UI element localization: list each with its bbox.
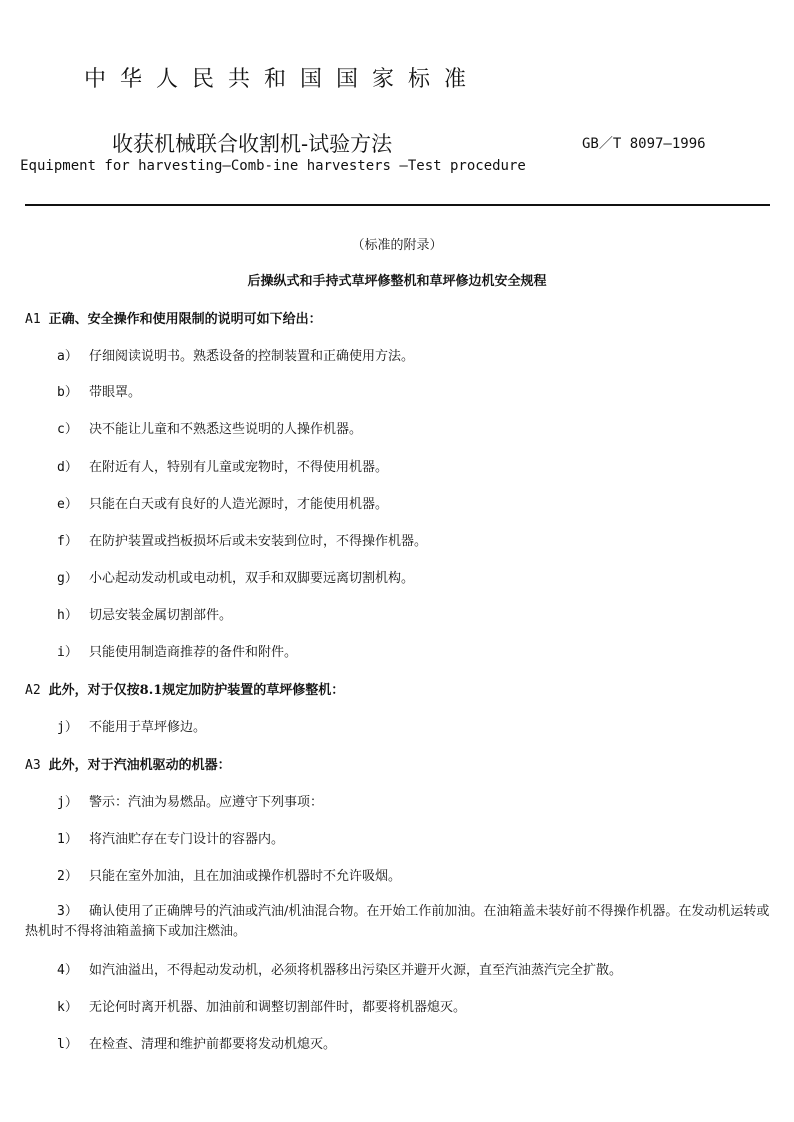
list-item: [57, 456, 388, 475]
item-marker: f）: [57, 534, 78, 549]
item-text: 无论何时离开机器、加油前和调整切割部件时，都要将机器熄灭。: [89, 1000, 467, 1015]
item-marker: g）: [57, 571, 78, 586]
item-text: 只能在室外加油，且在加油或操作机器时不允许吸烟。: [89, 869, 402, 884]
item-text: 只能在白天或有良好的人造光源时，才能使用机器。: [89, 497, 389, 512]
item-marker: 3）: [57, 904, 78, 919]
item-marker: c）: [57, 422, 78, 437]
item-text: 切忌安装金属切割部件。: [89, 608, 233, 623]
item-text: 不能用于草坪修边。: [89, 720, 207, 735]
list-item: [57, 716, 206, 735]
list-item: [57, 604, 232, 623]
item-text: 在附近有人，特别有儿童或宠物时，不得使用机器。: [89, 460, 389, 475]
item-text: 仔细阅读说明书。熟悉设备的控制装置和正确使用方法。: [89, 349, 415, 364]
list-item: [57, 959, 622, 978]
list-item: [57, 530, 427, 549]
item-marker: i）: [57, 645, 78, 660]
list-item: [57, 493, 388, 512]
item-text: 如汽油溢出，不得起动发动机，必须将机器移出污染区并避开火源，直至汽油蒸汽完全扩散。: [89, 963, 623, 978]
item-text: 警示：汽油为易燃品。应遵守下列事项：: [89, 795, 324, 810]
section-a3: [25, 754, 231, 773]
list-item: [57, 791, 323, 810]
item-text: 将汽油贮存在专门设计的容器内。: [89, 832, 285, 847]
section-number: A2: [25, 683, 41, 698]
item-text: 只能使用制造商推荐的备件和附件。: [89, 645, 298, 660]
list-item: [57, 828, 284, 847]
item-text: 带眼罩。: [89, 385, 142, 400]
item-text: 在防护装置或挡板损坏后或未安装到位时，不得操作机器。: [89, 534, 428, 549]
section-number: A3: [25, 758, 41, 773]
annex-title: 后操纵式和手持式草坪修整机和草坪修边机安全规程: [247, 274, 547, 289]
item-marker: a）: [57, 349, 78, 364]
item-marker: j）: [57, 720, 78, 735]
list-item: [57, 1033, 336, 1052]
section-number: A1: [25, 312, 41, 327]
issuing-organization: 中华人民共和国国家标准: [84, 67, 481, 92]
section-title: 正确、安全操作和使用限制的说明可如下给出：: [48, 312, 322, 327]
item-marker: k）: [57, 1000, 78, 1015]
item-marker: 1）: [57, 832, 78, 847]
annex-note: （标准的附录）: [351, 238, 443, 253]
section-a2: [25, 679, 344, 698]
list-item: [57, 865, 401, 884]
item-text: 小心起动发动机或电动机，双手和双脚要远离切割机构。: [89, 571, 415, 586]
document-title-en: Equipment for harvesting—Comb-ine harvesters —Test procedure: [20, 158, 526, 174]
standard-number: GB／T 8097—1996: [582, 136, 706, 152]
list-item: [57, 567, 414, 586]
item-marker: l）: [57, 1037, 78, 1052]
section-title: 此外，对于汽油机驱动的机器：: [48, 758, 231, 773]
item-marker: b）: [57, 385, 78, 400]
item-marker: j）: [57, 795, 78, 810]
document-title-cn: 收获机械联合收割机-试验方法: [112, 132, 393, 156]
list-item: [57, 345, 414, 364]
section-a1: [25, 308, 322, 327]
item-text: 确认使用了正确牌号的汽油或汽油/机油混合物。在开始工作前加油。在油箱盖未装好前不得操作机器。在发动机运转或热机时不得将油箱盖摘下或加注燃油。: [25, 904, 770, 939]
item-marker: d）: [57, 460, 78, 475]
section-title: 此外，对于仅按8.1规定加防护装置的草坪修整机：: [48, 683, 345, 698]
item-text: 在检查、清理和维护前都要将发动机熄灭。: [89, 1037, 337, 1052]
list-item: [57, 641, 297, 660]
list-item: [57, 996, 466, 1015]
header-rule: [25, 204, 770, 206]
list-item: [57, 381, 141, 400]
item-marker: 2）: [57, 869, 78, 884]
item-marker: h）: [57, 608, 78, 623]
list-item: [57, 418, 362, 437]
list-item-wrapped: [25, 902, 771, 942]
item-marker: e）: [57, 497, 78, 512]
item-text: 决不能让儿童和不熟悉这些说明的人操作机器。: [89, 422, 363, 437]
item-marker: 4）: [57, 963, 78, 978]
